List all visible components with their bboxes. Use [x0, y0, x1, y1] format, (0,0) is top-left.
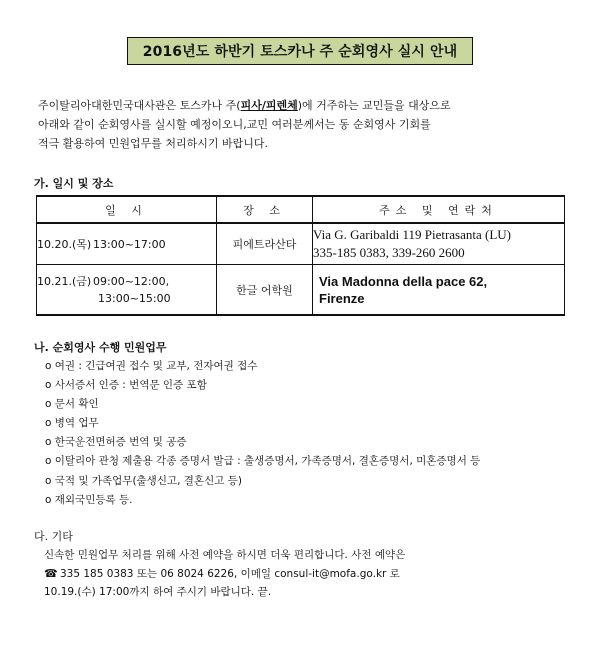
schedule-date-time-line — [37, 273, 216, 290]
service-list-item: o 국적 및 가족업무(출생신고, 결혼신고 등) — [45, 474, 242, 487]
page-title-box — [127, 37, 473, 65]
schedule-address: Via G. Garibaldi 119 Pietrasanta (LU) — [313, 227, 512, 242]
schedule-date: 10.20.(목) — [37, 238, 92, 251]
schedule-row — [37, 223, 565, 265]
table-header-address: 주소 및 연락처 — [313, 196, 565, 223]
schedule-date-cell — [37, 223, 217, 265]
service-list-item: o 한국운전면허증 번역 및 공증 — [45, 436, 187, 449]
schedule-city: Firenze — [319, 290, 365, 306]
intro-paragraph — [38, 96, 573, 153]
section-a-heading: 가. 일시 및 장소 — [34, 177, 114, 190]
schedule-phone: 335-185 0383, 339-260 2600 — [313, 245, 465, 260]
service-list-item: o 사서증서 인증 : 번역문 인증 포함 — [45, 379, 207, 392]
schedule-place: 한글 어학원 — [217, 265, 313, 316]
intro-line-1 — [38, 96, 573, 115]
service-list-item: o 병역 업무 — [45, 417, 99, 430]
intro-line-1-prefix: 주이탈리아대한민국대사관은 토스카나 주( — [38, 99, 241, 112]
section-c-heading: 다. 기타 — [34, 530, 73, 543]
contact-details: 335 185 0383 또는 06 8024 6226, 이메일 consul-it@mofa.go.kr 로 — [60, 567, 400, 580]
section-b-heading: 나. 순회영사 수행 민원업무 — [34, 341, 167, 354]
intro-line-2: 아래와 같이 순회영사를 실시할 예정이오니,교민 여러분께서는 동 순회영사 기회를 — [38, 118, 431, 131]
schedule-address-cell — [313, 265, 565, 316]
schedule-row — [37, 265, 565, 316]
schedule-table-header-row — [37, 196, 565, 223]
intro-line-1-suffix: )에 거주하는 교민들을 대상으로 — [297, 99, 451, 112]
intro-line-3: 적극 활용하여 민원업무를 처리하시기 바랍니다. — [38, 137, 269, 150]
service-list-item: o 이탈리아 관청 제출용 각종 증명서 발급 : 출생증명서, 가족증명서, 결혼증명서, 미혼증명서 등 — [45, 455, 481, 468]
schedule-date: 10.21.(금) — [37, 274, 92, 288]
schedule-table — [36, 195, 565, 316]
schedule-address: Via Madonna della pace 62, — [319, 273, 488, 289]
telephone-icon: ☎ — [44, 566, 58, 580]
table-header-place: 장 소 — [217, 196, 313, 223]
schedule-time-second: 13:00~15:00 — [98, 291, 171, 305]
section-c-line-3: 10.19.(수) 17:00까지 하여 주시기 바랍니다. 끝. — [44, 586, 272, 598]
section-c-line-2 — [44, 565, 584, 584]
schedule-place: 피에트라산타 — [217, 223, 313, 265]
service-list-item: o 재외국민등록 등. — [45, 493, 133, 506]
schedule-date-cell — [37, 265, 217, 316]
section-c-line-1: 신속한 민원업무 처리를 위해 사전 예약을 하시면 더욱 편리합니다. 사전 예약은 — [44, 549, 406, 561]
service-list-item: o 여권 : 긴급여권 접수 및 교부, 전자여권 접수 — [45, 360, 258, 372]
table-header-date: 일 시 — [37, 196, 217, 223]
schedule-address-cell — [313, 223, 565, 265]
service-list-item: o 문서 확인 — [45, 398, 99, 411]
schedule-time: 13:00~17:00 — [93, 238, 166, 251]
page-title: 2016년도 하반기 토스카나 주 순회영사 실시 안내 — [142, 44, 458, 60]
schedule-time: 09:00~12:00, — [93, 274, 170, 288]
intro-region-emphasis: 피사/피렌체 — [240, 99, 298, 112]
service-list — [45, 357, 565, 510]
section-c-body — [44, 546, 584, 602]
